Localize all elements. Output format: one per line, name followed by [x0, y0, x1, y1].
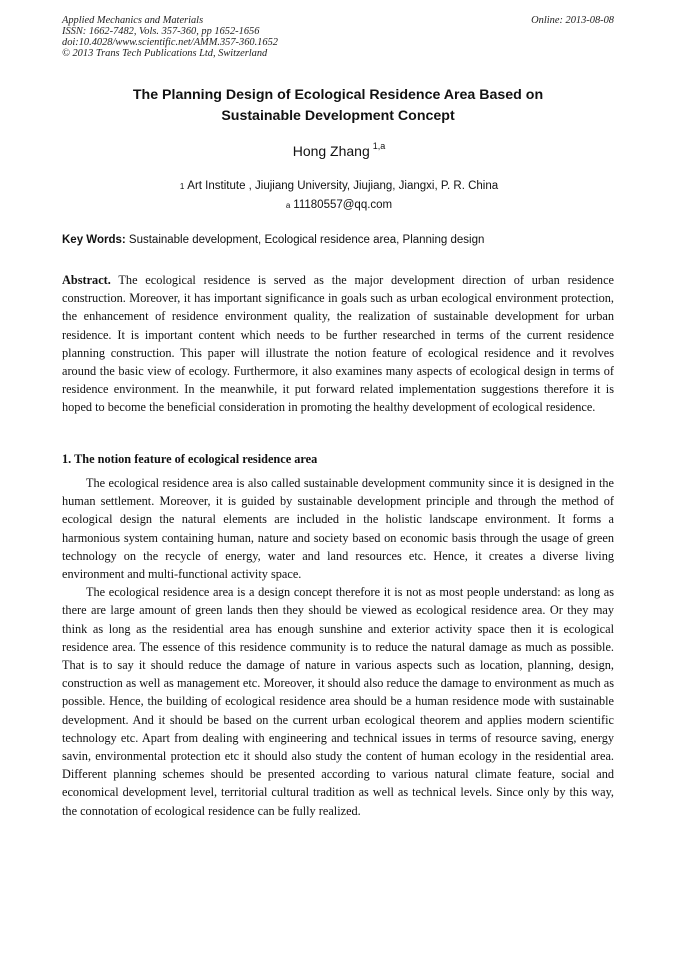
section-paragraph-2: The ecological residence area is a design concept therefore it is not as most people understand: as long as there are large amount of green lands then they should be viewed as ecological residence area. Or they may think as long as the residential area has enough sunshine and exterior activity space then it is ecological residence area. The essence of this residence community is to reduce the natural damage as much as possible. That is to say it should reduce the damage of nature in various aspects such as location, planning, design, construction as well as management etc. Moreover, it should also reduce the damage to environment as much as possible. Hence, the building of ecological residence area should be a human residence mode with sustainable development. And it should be based on the current urban ecological theorem and applies modern scientific technology etc. Apart from dealing with engineering and technical issues in terms of resource saving, energy savin, environmental protection etc it should also study the content of human ecology in the residential area. Different planning schemes should be presented according to various natural climate feature, social and economical development level, territorial cultural tradition as well as technical levels. Since only by this way, the connotation of ecological residence can be fully realized.: [62, 585, 614, 818]
abstract-paragraph: [62, 271, 614, 417]
title-line-1: The Planning Design of Ecological Residence Area Based on: [132, 87, 544, 103]
author-name: Hong Zhang: [292, 143, 370, 159]
abstract-label: Abstract.: [62, 273, 111, 287]
keywords-label: Key Words:: [62, 234, 126, 246]
paper-title: [62, 85, 614, 127]
abstract-block: [62, 271, 614, 417]
email-line: [0, 196, 678, 215]
copyright-line: © 2013 Trans Tech Publications Ltd, Switzerland: [62, 48, 268, 59]
journal-name: Applied Mechanics and Materials: [62, 15, 204, 26]
affiliation-superscript: 1: [179, 182, 185, 191]
author-line: [0, 143, 678, 159]
title-line-2: Sustainable Development Concept: [221, 108, 455, 124]
section-paragraph-1: The ecological residence area is also called sustainable development community since it is designed in the human settlement. Moreover, it is guided by sustainable development principle and through the method of ecological design the natural elements are included in the holistic landscape environment. It forms a harmonious system containing human, nature and society based on economic basis through the usage of green technology on the recycle of energy, water and land resources etc. Hence, it creates a diverse living environment and multi-functional activity space.: [62, 476, 614, 582]
author-superscript: 1,a: [372, 141, 386, 151]
section-body: [62, 474, 614, 820]
abstract-text: The ecological residence is served as the major development direction of urban residence construction. Moreover, it has important significance in goals such as urban ecological environment protection, the enhancement of residence environment quality, the realization of sustainable development for urban residence. It is important content which needs to be further researched in terms of the current residence planning construction. This paper will illustrate the notion feature of ecological residence and it revolves around the basic view of ecology. Furthermore, it also examines many aspects of ecological design in terms of residence environment. In the meanwhile, it put forward related implementation suggestions therefore it is hoped to become the beneficial consideration in promoting the healthy development of ecological residence.: [62, 273, 614, 415]
author-email: 11180557@qq.com: [293, 199, 393, 211]
journal-header: [62, 15, 278, 59]
online-date: Online: 2013-08-08: [531, 15, 614, 26]
doi-line: doi:10.4028/www.scientific.net/AMM.357-360.1652: [62, 37, 278, 48]
affiliation-block: [0, 177, 678, 215]
email-superscript: a: [285, 201, 291, 210]
affiliation-text: Art Institute , Jiujiang University, Jiujiang, Jiangxi, P. R. China: [187, 180, 499, 192]
keywords-text: Sustainable development, Ecological residence area, Planning design: [128, 234, 485, 246]
affiliation-line: [0, 177, 678, 196]
issn-line: ISSN: 1662-7482, Vols. 357-360, pp 1652-1656: [62, 26, 260, 37]
keywords-line: [62, 234, 614, 246]
section-heading: 1. The notion feature of ecological residence area: [62, 452, 318, 466]
